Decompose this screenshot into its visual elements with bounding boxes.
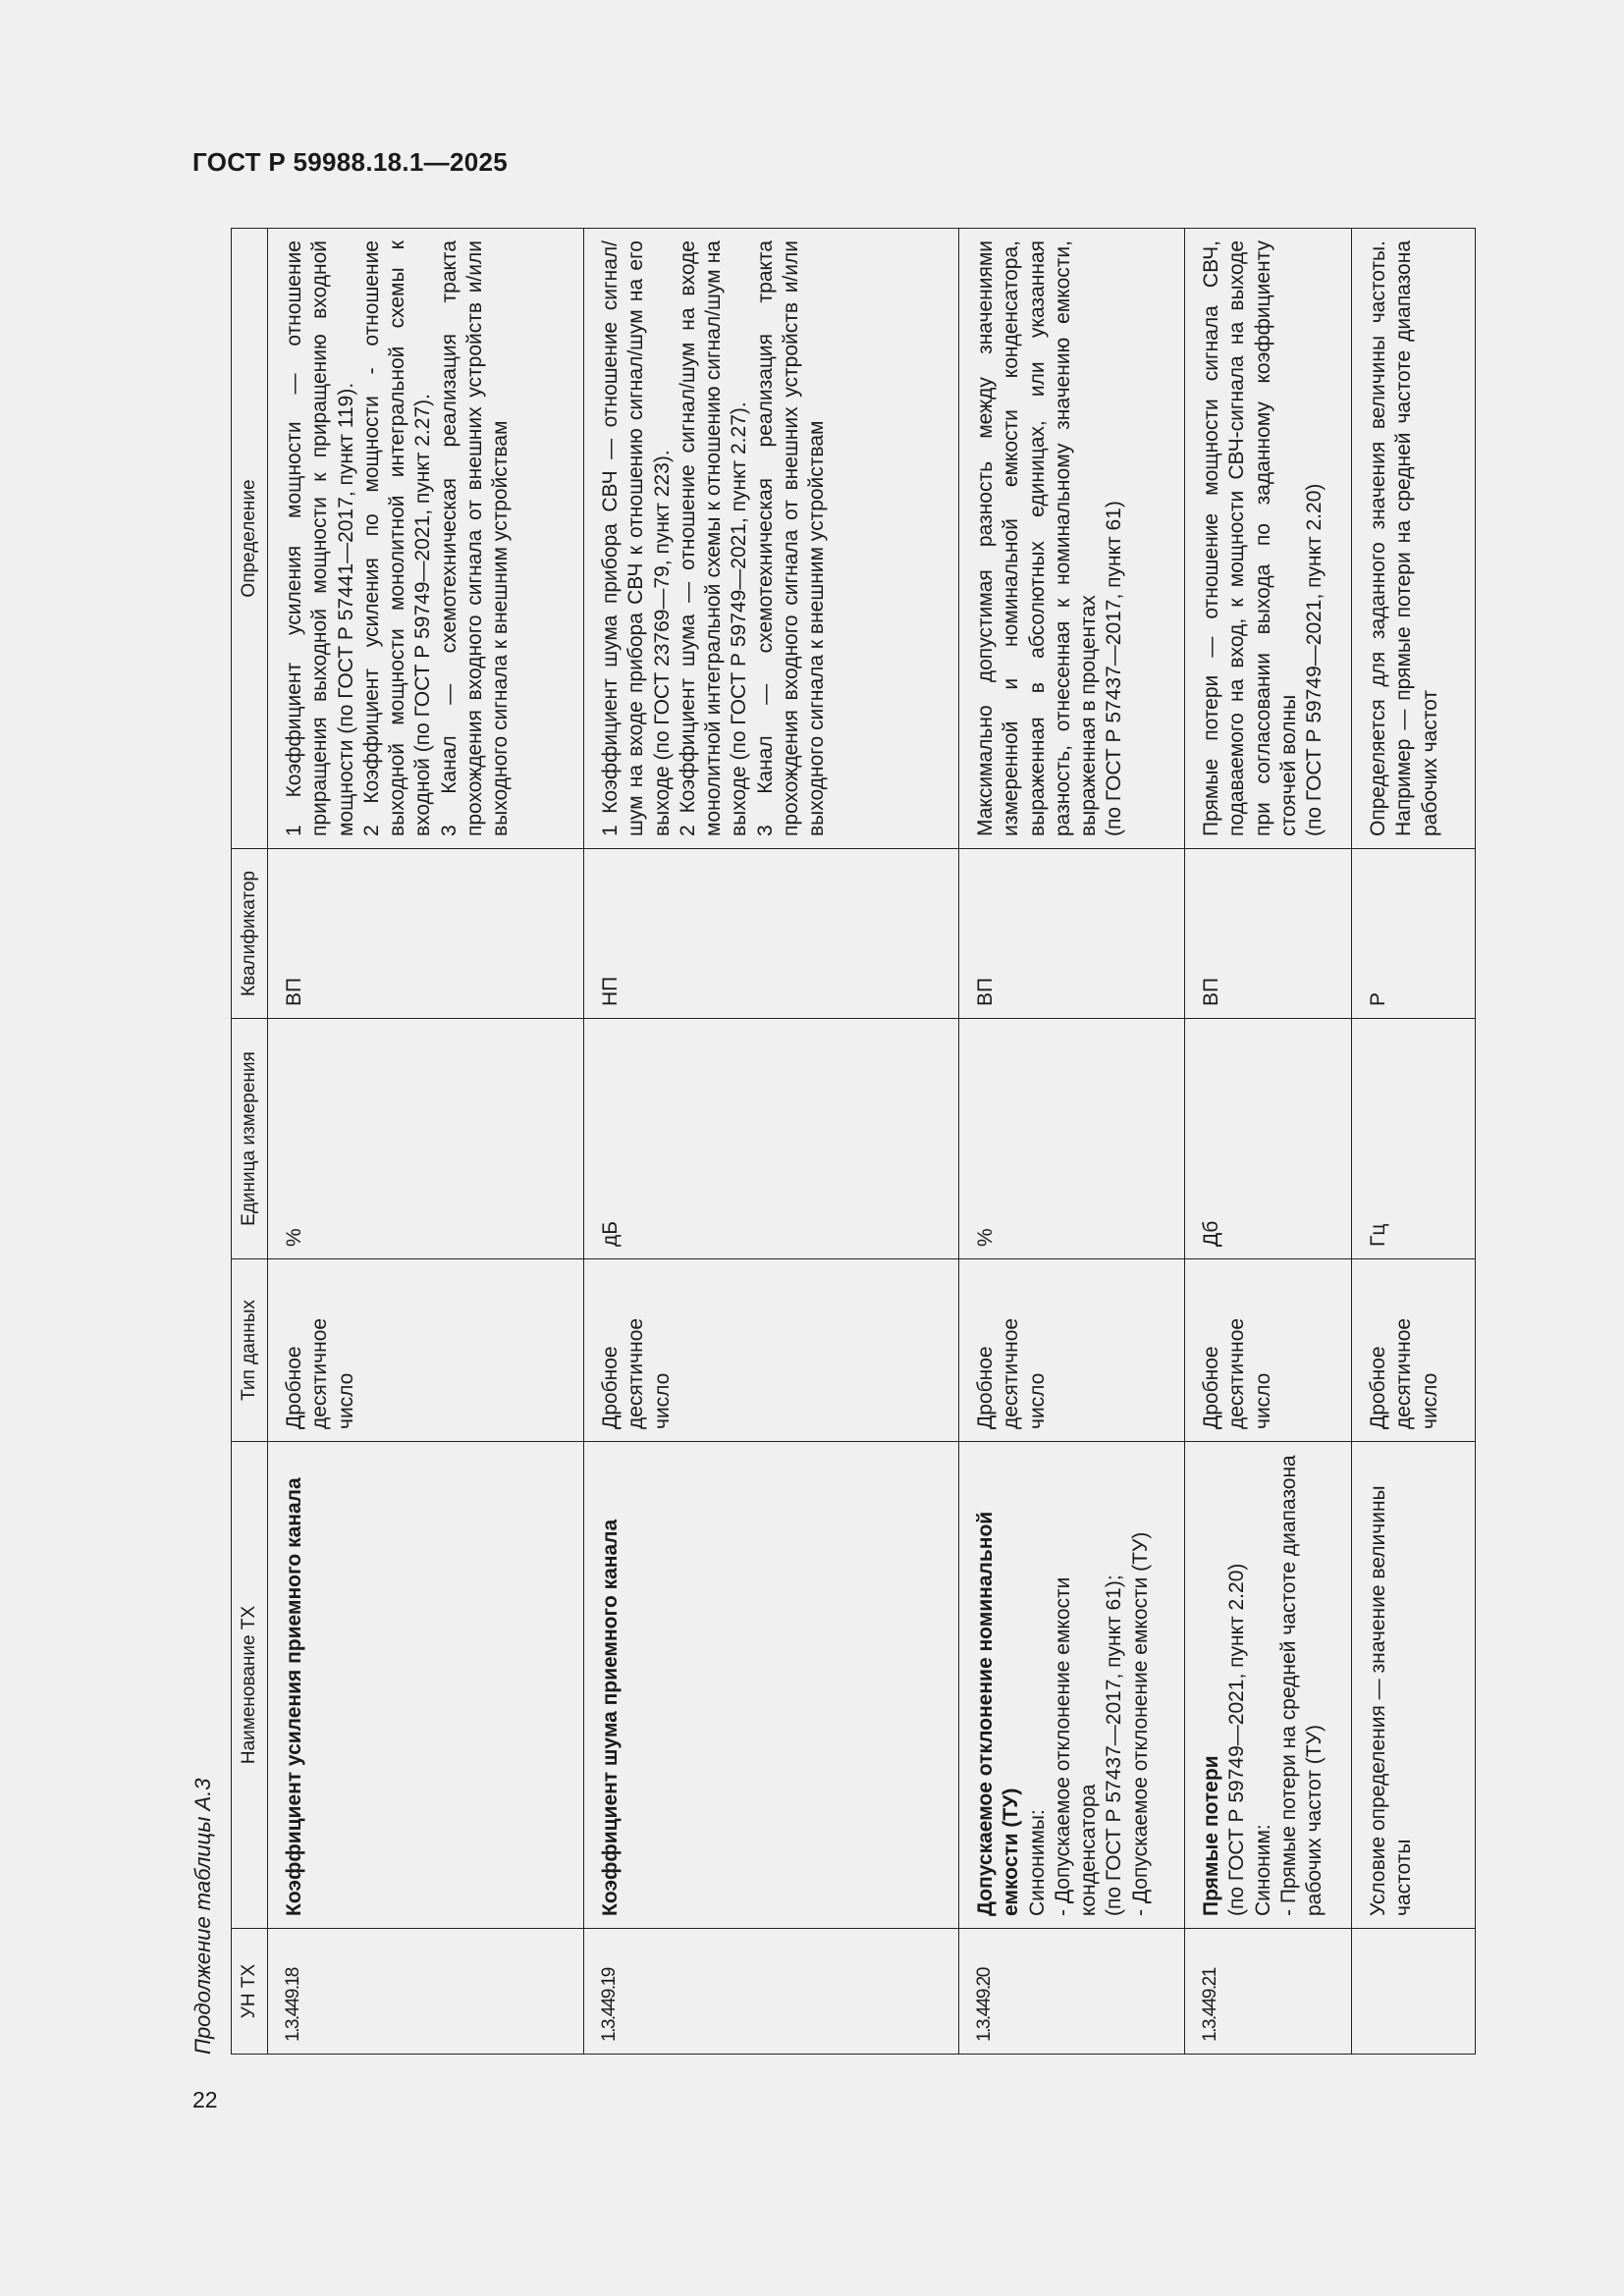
characteristic-note: (по ГОСТ Р 59749—2021, пункт 2.20) [1225,1563,1249,1916]
page-number: 22 [192,2087,218,2112]
cell-definition [1352,229,1476,849]
definition-paragraph: 2 Коэффициент усиления по мощности - отношение выходной мощности монолитной интегральной схемы к входной (по ГОСТ Р 59749—2021, пункт 2.27). [359,240,435,836]
cell-un: 1.3.449.19 [584,1929,959,2055]
definition-paragraph: 3 Канал — схемотехническая реализация тракта прохождения входного сигнала от внешних устройств и/или выходного сигнала к внешним устройствам [437,240,512,836]
cell-qualifier: ВП [959,849,1185,1019]
table-caption: Продолжение таблицы А.3 [190,1778,215,2055]
cell-un [1352,1929,1476,2055]
column-header-unit: Единица измерения [232,1019,268,1259]
characteristic-note: Синонимы: [1025,1809,1049,1916]
definition-paragraph: (по ГОСТ Р 57437—2017, пункт 61) [1103,501,1126,836]
cell-un: 1.3.449.18 [268,1929,584,2055]
cell-unit: Гц [1352,1019,1476,1259]
cell-unit: Дб [1185,1019,1352,1259]
column-header-name: Наименование ТХ [232,1442,268,1929]
cell-name [959,1442,1185,1929]
characteristic-note: Условие определения — значение величины частоты [1367,1485,1416,1916]
column-header-definition: Определение [232,229,268,849]
definition-paragraph: 2 Коэффициент шума — отношение сигнал/шум на входе монолитной интегральной схемы к отношению сигнал/шум на выходе (по ГОСТ Р 59749—2021, пункт 2.27). [676,240,751,836]
data-table [231,228,1476,2055]
table-row [959,229,1185,2055]
cell-definition [959,229,1185,849]
cell-unit: % [268,1019,584,1259]
cell-type: Дробное десятичное число [268,1259,584,1442]
definition-paragraph: 1 Коэффициент шума прибора СВЧ — отношение сигнал/шум на входе прибора СВЧ к отношению сигнал/шум на его выходе (по ГОСТ 23769—79, пункт 223). [599,240,674,836]
cell-unit: дБ [584,1019,959,1259]
characteristic-name: Допускаемое отклонение номинальной емкости (ТУ) [974,1511,1023,1916]
characteristic-note: Синоним: [1251,1824,1274,1916]
definition-paragraph: 1 Коэффициент усиления мощности — отношение приращения выходной мощности к приращению входной мощности (по ГОСТ Р 57441—2017, пункт 119). [283,240,357,836]
cell-definition [268,229,584,849]
table-header-row [232,229,268,2055]
cell-un: 1.3.449.21 [1185,1929,1352,2055]
cell-un: 1.3.449.20 [959,1929,1185,2055]
cell-qualifier: ВП [1185,849,1352,1019]
cell-name [268,1442,584,1929]
characteristic-note: - Допускаемое отклонение емкости (ТУ) [1128,1531,1152,1916]
cell-qualifier: НП [584,849,959,1019]
characteristic-note: (по ГОСТ Р 57437—2017, пункт 61); [1103,1575,1126,1916]
cell-type: Дробное десятичное число [1352,1259,1476,1442]
cell-type: Дробное десятичное число [584,1259,959,1442]
column-header-type: Тип данных [232,1259,268,1442]
cell-type: Дробное десятичное число [1185,1259,1352,1442]
cell-qualifier: Р [1352,849,1476,1019]
definition-paragraph: Максимально допустимая разность между значениями измеренной и номинальной емкости конденсатора, выраженная в абсолютных единицах, или указанная разность, отнесенная к номинальному значению емкости, выраженная в процентах [974,240,1100,836]
definition-paragraph: Прямые потери — отношение мощности сигнала СВЧ, подаваемого на вход, к мощности СВЧ-сигнала на выходе при согласовании выхода по заданному коэффициенту стоячей волны [1200,240,1300,836]
cell-type: Дробное десятичное число [959,1259,1185,1442]
document-header: ГОСТ Р 59988.18.1—2025 [192,147,508,177]
definition-paragraph: 3 Канал — схемотехническая реализация тракта прохождения входного сигнала от внешних устройств и/или выходного сигнала к внешним устройствам [753,240,828,836]
cell-definition [1185,229,1352,849]
cell-name [584,1442,959,1929]
cell-name [1352,1442,1476,1929]
cell-qualifier: ВП [268,849,584,1019]
column-header-qualifier: Квалификатор [232,849,268,1019]
definition-paragraph: (по ГОСТ Р 59749—2021, пункт 2.20) [1303,483,1326,836]
definition-paragraph: Определяется для заданного значения величины частоты. Например — прямые потери на средней частоте диапазона рабочих частот [1367,240,1441,836]
column-header-un: УН ТХ [232,1929,268,2055]
cell-name [1185,1442,1352,1929]
table-row [1352,229,1476,2055]
characteristic-name: Коэффициент шума приемного канала [599,1519,622,1916]
table-row [268,229,584,2055]
characteristic-note: - Прямые потери на средней частоте диапазона рабочих частот (ТУ) [1276,1455,1326,1916]
cell-unit: % [959,1019,1185,1259]
rotated-table-page [176,229,1468,2055]
table-row [584,229,959,2055]
cell-definition [584,229,959,849]
characteristic-note: - Допускаемое отклонение емкости конденсатора [1051,1576,1100,1916]
characteristic-name: Прямые потери [1200,1755,1222,1916]
table-row [1185,229,1352,2055]
characteristic-name: Коэффициент усиления приемного канала [283,1477,305,1916]
